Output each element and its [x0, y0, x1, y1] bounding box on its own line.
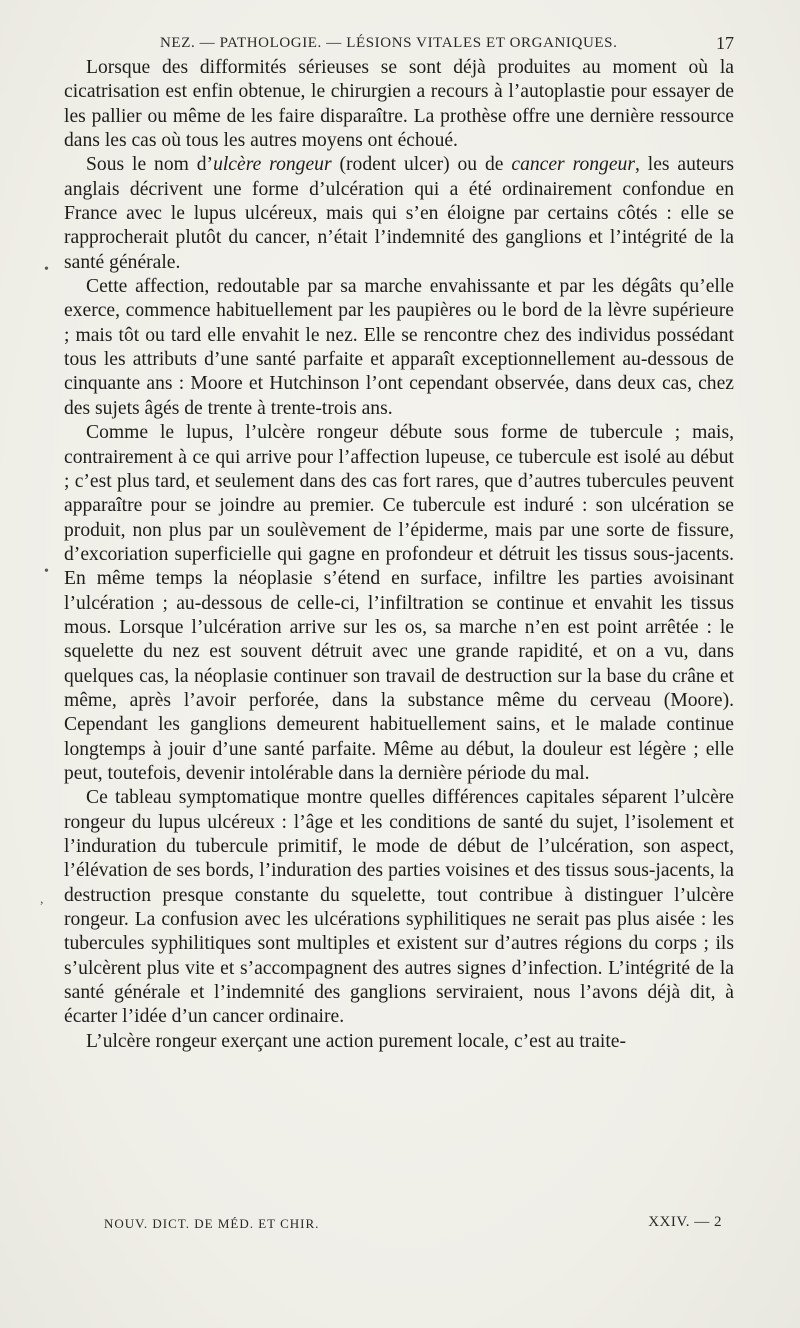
footer-publication: NOUV. DICT. DE MÉD. ET CHIR. [104, 1216, 320, 1231]
paragraph [64, 786, 734, 1029]
paragraph [64, 56, 734, 153]
paragraph [64, 153, 734, 275]
footer-signature-mark: XXIV. — 2 [648, 1214, 722, 1230]
page-number: 17 [716, 33, 734, 53]
paragraph-text: Cette affection, redoutable par sa marche envahissante et par les dégâts qu’elle exerce, commence habituellement par les paupières ou le bord de la lèvre supérieure ; mais tôt ou tard elle envahit le nez. Elle se rencontre chez des individus possédant tous les attributs d’une santé parfaite et apparaît exceptionnellement au-dessous de cinquante ans : Moore et Hutchinson l’ont cependant observée, dans deux cas, chez des sujets âgés de trente à trente-trois ans. [64, 276, 734, 419]
body-text [64, 56, 734, 1054]
paragraph-text: Ce tableau symptomatique montre quelles différences capitales séparent l’ulcère rongeur du lupus ulcéreux : l’âge et les conditions de santé du sujet, l’isolement et l’induration du tubercule primitif, le mode de début de l’ulcération, son aspect, l’élévation de ses bords, l’induration des parties voisines et des tissus sous-jacents, la destruction presque constante du squelette, tout contribue à distinguer l’ulcère rongeur. La confusion avec les ulcérations syphilitiques ne serait pas plus aisée : les tubercules syphilitiques sont multiples et existent sur d’autres régions du corps ; ils s’ulcèrent plus vite et s’accompagnent des autres signes d’infection. L’intégrité de la santé générale et l’indemnité des ganglions serviraient, nous l’avons déjà dit, à écarter l’idée d’un cancer ordinaire. [64, 787, 734, 1028]
margin-speck: • [44, 262, 49, 277]
paragraph [64, 421, 734, 786]
paragraph-text: L’ulcère rongeur exerçant une action purement locale, c’est au traite- [86, 1030, 627, 1052]
margin-speck: • [44, 564, 49, 579]
paragraph [64, 275, 734, 421]
italic-term: cancer rongeur [511, 154, 635, 176]
running-head-title: NEZ. — PATHOLOGIE. — LÉSIONS VITALES ET ORGANIQUES. [160, 35, 618, 51]
margin-speck: , [40, 892, 44, 907]
signature-footer [64, 1213, 734, 1235]
italic-term: ulcère rongeur [213, 154, 332, 176]
paragraph-text: Lorsque des difformités sérieuses se sont déjà produites au moment où la cicatrisation est enfin obtenue, le chirurgien a recours à l’autoplastie pour essayer de les pallier ou même de les faire disparaître. La prothèse offre une dernière ressource dans les cas où tous les autres moyens ont échoué. [64, 57, 734, 152]
paragraph-text: (rodent ulcer) ou de [331, 154, 512, 176]
paragraph-text: , les auteurs anglais décrivent une forme d’ulcération qui a été ordinairement confondue en France avec le lupus ulcéreux, mais qui s’en éloigne par certains côtés : elle se rapprocherait plutôt du cancer, n’était l’indemnité des ganglions et l’intégrité de la santé générale. [64, 154, 734, 273]
running-head [64, 33, 734, 55]
paragraph-text: Comme le lupus, l’ulcère rongeur débute sous forme de tubercule ; mais, contrairement à ce qui arrive pour l’affection lupeuse, ce tubercule est isolé au début ; c’est plus tard, et seulement dans des cas fort rares, que d’autres tubercules peuvent apparaître pour se joindre au premier. Ce tubercule est induré : son ulcération se produit, non plus par un soulèvement de l’épiderme, mais par une sorte de fissure, d’excoriation superficielle qui gagne en profondeur et détruit les tissus sous-jacents. En même temps la néoplasie s’étend en surface, infiltre les parties avoisinant l’ulcération ; au-dessous de celle-ci, l’infiltration se continue et envahit les tissus mous. Lorsque l’ulcération arrive sur les os, sa marche n’en est point arrêtée : le squelette du nez est souvent détruit avec une grande rapidité, et on a vu, dans quelques cas, la néoplasie continuer son travail de destruction sur la base du crâne et même, après l’avoir perforée, dans la substance même du cerveau (Moore). Cependant les ganglions demeurent habituellement sains, et le malade continue longtemps à jouir d’une santé parfaite. Même au début, la douleur est légère ; elle peut, toutefois, devenir intolérable dans la dernière période du mal. [64, 422, 734, 784]
paragraph-text: Sous le nom d’ [86, 154, 214, 176]
paragraph [64, 1030, 734, 1054]
